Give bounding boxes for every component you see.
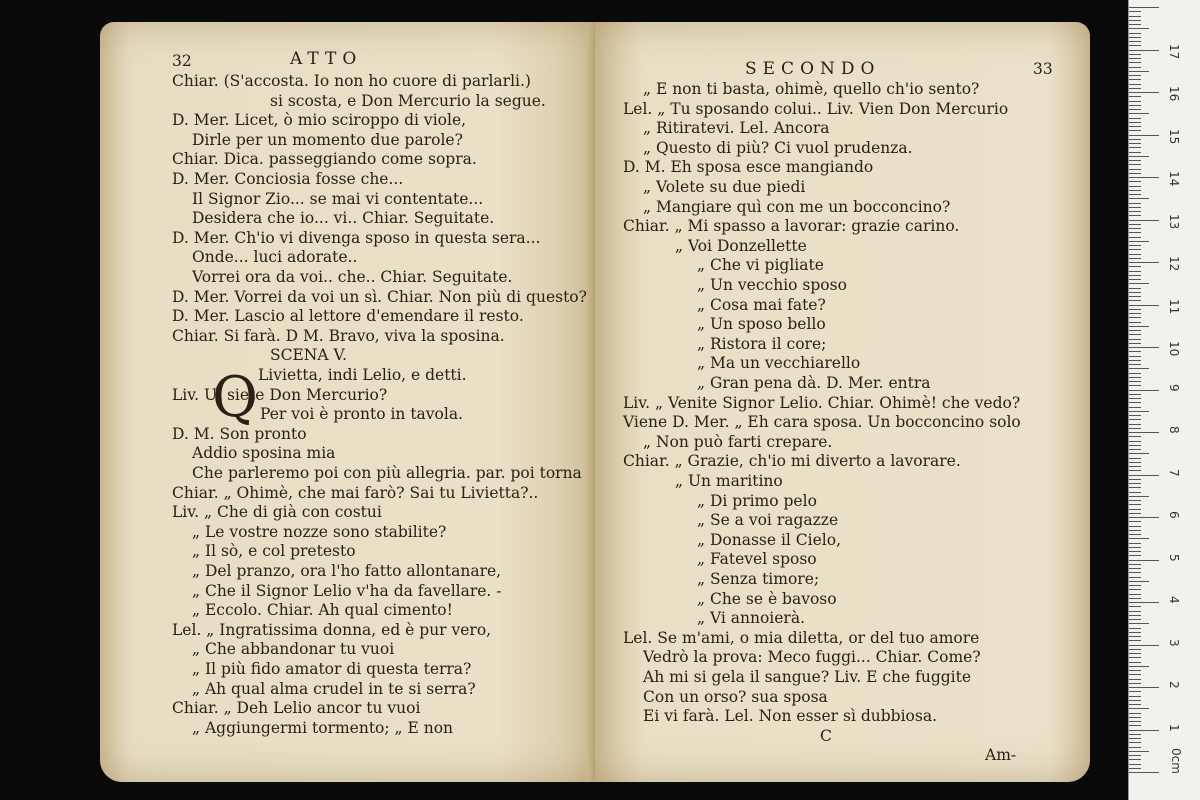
ruler-tick — [1129, 88, 1141, 89]
right-text-line: „ Che vi pigliate — [697, 256, 824, 275]
ruler-tick — [1129, 717, 1141, 718]
ruler-tick — [1129, 211, 1141, 212]
ruler-tick — [1129, 653, 1141, 654]
ruler-tick — [1129, 657, 1141, 658]
ruler-tick — [1129, 534, 1141, 535]
ruler-tick — [1129, 173, 1141, 174]
left-text-line: Chiar. Si farà. D M. Bravo, viva la sposina. — [172, 326, 505, 345]
ruler-tick — [1129, 479, 1141, 480]
ruler-tick — [1129, 334, 1141, 335]
left-text-line: si scosta, e Don Mercurio la segue. — [270, 91, 546, 110]
ruler-tick — [1129, 105, 1141, 106]
left-text-line: Chiar. „ Ohimè, che mai farò? Sai tu Livietta?.. — [172, 483, 539, 502]
left-text-line: Chiar. (S'accosta. Io non ho cuore di parlarli.) — [172, 72, 531, 90]
ruler-tick — [1129, 560, 1159, 561]
ruler-tick — [1129, 283, 1149, 284]
left-text-line: Il Signor Zio... se mai vi contentate... — [192, 189, 484, 208]
ruler-tick — [1129, 41, 1141, 42]
left-text-line: Liv. „ Che di già con costui — [172, 503, 382, 522]
ruler-tick — [1129, 351, 1141, 352]
left-text-line: Desidera che io... vi.. Chiar. Seguitate. — [192, 209, 495, 228]
ruler-tick — [1129, 509, 1141, 510]
right-text-line: „ Ritiratevi. Lel. Ancora — [643, 119, 830, 138]
ruler-tick — [1129, 572, 1141, 573]
ruler-tick — [1129, 466, 1141, 467]
ruler-tick — [1129, 768, 1141, 769]
ruler-tick — [1129, 207, 1141, 208]
ruler-tick — [1129, 398, 1141, 399]
ruler-tick — [1129, 623, 1149, 624]
right-text-line: „ Cosa mai fate? — [697, 295, 826, 314]
ruler-tick — [1129, 428, 1141, 429]
left-text-line: Liv. Uì siete Don Mercurio? — [172, 385, 388, 404]
left-text-line: D. Mer. Vorrei da voi un sì. Chiar. Non più di questo? — [172, 287, 587, 306]
right-text-line: „ Vi annoierà. — [697, 609, 806, 628]
ruler-tick — [1129, 203, 1141, 204]
ruler-tick — [1129, 734, 1141, 735]
ruler-tick — [1129, 555, 1141, 556]
ruler-tick — [1129, 487, 1141, 488]
right-running-header: SECONDO — [745, 59, 881, 79]
ruler-tick — [1129, 190, 1141, 191]
right-page-number: 33 — [1033, 60, 1053, 78]
left-text-line: Onde... luci adorate.. — [192, 248, 358, 267]
ruler-tick — [1129, 526, 1141, 527]
right-text-line: D. M. Eh sposa esce mangiando — [623, 158, 874, 177]
ruler-tick — [1129, 628, 1141, 629]
right-text-line: „ Un vecchio sposo — [697, 276, 847, 294]
ruler-tick — [1129, 309, 1141, 310]
ruler-tick — [1129, 615, 1141, 616]
ruler-label: 7 — [1167, 468, 1181, 477]
ruler-tick — [1129, 169, 1141, 170]
ruler-tick — [1129, 441, 1141, 442]
left-text-line: „ Aggiungermi tormento; „ E non — [192, 718, 454, 737]
ruler-tick — [1129, 764, 1141, 765]
ruler-tick — [1129, 662, 1141, 663]
right-text-line: „ Che se è bavoso — [697, 589, 837, 608]
ruler-tick — [1129, 220, 1159, 221]
ruler-label: 8 — [1167, 426, 1181, 434]
ruler-tick — [1129, 305, 1159, 306]
ruler-tick — [1129, 696, 1141, 697]
ruler-tick — [1129, 390, 1159, 391]
ruler-tick — [1129, 24, 1141, 25]
ruler-tick — [1129, 407, 1141, 408]
right-text-line: Liv. „ Venite Signor Lelio. Chiar. Ohimè! che vedo? — [623, 393, 1021, 412]
ruler-tick — [1129, 147, 1141, 148]
ruler-tick — [1129, 194, 1141, 195]
ruler-tick — [1129, 122, 1141, 123]
ruler-tick — [1129, 700, 1141, 701]
ruler-label: 10 — [1167, 341, 1181, 357]
ruler-tick — [1129, 37, 1141, 38]
ruler-tick — [1129, 632, 1141, 633]
right-page — [595, 22, 1090, 782]
left-text-line: D. Mer. Lascio al lettore d'emendare il resto. — [172, 307, 524, 326]
right-text-line: Viene D. Mer. „ Eh cara sposa. Un bocconcino solo — [623, 413, 1021, 432]
ruler-tick — [1129, 330, 1141, 331]
ruler-tick — [1129, 683, 1141, 684]
right-text-line: „ Mangiare quì con me un bocconcino? — [643, 197, 951, 216]
left-text-line: Vorrei ora da voi.. che.. Chiar. Seguitate. — [192, 268, 513, 286]
ruler-tick — [1129, 449, 1141, 450]
ruler-tick — [1129, 594, 1141, 595]
ruler-tick — [1129, 521, 1141, 522]
left-text-line: Che parleremo poi con più allegria. par. poi torna — [192, 464, 582, 482]
ruler-tick — [1129, 645, 1159, 646]
ruler-tick — [1129, 54, 1141, 55]
ruler-tick — [1129, 725, 1141, 726]
ruler-tick — [1129, 67, 1141, 68]
ruler-tick — [1129, 504, 1141, 505]
ruler-tick — [1129, 139, 1141, 140]
ruler-unit: 0cm — [1169, 748, 1183, 774]
ruler-tick — [1129, 670, 1141, 671]
left-text-line: „ Ah qual alma crudel in te si serra? — [192, 679, 476, 698]
ruler-tick — [1129, 424, 1141, 425]
right-text-line: „ Donasse il Cielo, — [697, 530, 841, 549]
ruler-tick — [1129, 101, 1141, 102]
left-page — [100, 22, 595, 782]
ruler-tick — [1129, 458, 1141, 459]
ruler-tick — [1129, 84, 1141, 85]
right-text-line: „ Non può farti crepare. — [643, 432, 833, 451]
left-text-line: „ Le vostre nozze sono stabilite? — [192, 522, 447, 541]
ruler-tick — [1129, 198, 1149, 199]
ruler-tick — [1129, 585, 1141, 586]
ruler-tick — [1129, 364, 1141, 365]
ruler-tick — [1129, 343, 1141, 344]
ruler-label: 13 — [1167, 213, 1181, 229]
ruler-label: 1 — [1167, 723, 1181, 732]
ruler-tick — [1129, 577, 1141, 578]
ruler-tick — [1129, 271, 1141, 272]
ruler-tick — [1129, 568, 1141, 569]
ruler-tick — [1129, 249, 1141, 250]
ruler-tick — [1129, 691, 1141, 692]
ruler-tick — [1129, 713, 1141, 714]
right-text-line: Chiar. „ Mi spasso a lavorar: grazie carino. — [623, 217, 960, 236]
left-running-header: ATTO — [290, 49, 363, 69]
ruler-tick — [1129, 237, 1141, 238]
left-text-line: Dirle per un momento due parole? — [192, 130, 463, 149]
right-text-line: „ Senza timore; — [697, 570, 820, 588]
ruler-tick — [1129, 598, 1141, 599]
left-text-line: D. M. Son pronto — [172, 424, 307, 443]
ruler-tick — [1129, 241, 1149, 242]
ruler-tick — [1129, 109, 1141, 110]
ruler-tick — [1129, 496, 1149, 497]
ruler-tick — [1129, 721, 1141, 722]
ruler-tick — [1129, 186, 1141, 187]
ruler-tick — [1129, 649, 1141, 650]
left-text-line: „ Il più fido amator di questa terra? — [192, 660, 472, 678]
open-book — [100, 22, 1090, 790]
right-text-line: „ Se a voi ragazze — [697, 511, 839, 530]
ruler-tick — [1129, 356, 1141, 357]
ruler-tick — [1129, 679, 1141, 680]
right-text-line: „ Un maritino — [675, 472, 783, 490]
ruler-tick — [1129, 254, 1141, 255]
ruler-tick — [1129, 177, 1159, 178]
right-text-line: „ Ristora il core; — [697, 334, 827, 353]
left-text-line: „ Eccolo. Chiar. Ah qual cimento! — [192, 601, 453, 620]
right-text-line: Lel. Se m'ami, o mia diletta, or del tuo amore — [623, 628, 980, 647]
left-text-line: „ Che il Signor Lelio v'ha da favellare. - — [192, 581, 502, 600]
ruler-tick — [1129, 611, 1141, 612]
ruler-label: 6 — [1167, 511, 1181, 519]
right-text-line: „ Volete su due piedi — [643, 178, 806, 196]
ruler-tick — [1129, 415, 1141, 416]
ruler-tick — [1129, 296, 1141, 297]
ruler-tick — [1129, 118, 1141, 119]
right-text-line: „ Ma un vecchiarello — [697, 354, 861, 373]
ruler-tick — [1129, 300, 1141, 301]
ruler-tick — [1129, 730, 1159, 731]
ruler-label: 14 — [1167, 171, 1181, 187]
left-text-line: SCENA V. — [270, 346, 347, 365]
right-text-line: Vedrò la prova: Meco fuggi... Chiar. Come? — [643, 648, 981, 667]
ruler-tick — [1129, 113, 1149, 114]
ruler-label: 17 — [1167, 43, 1181, 59]
ruler-tick — [1129, 445, 1141, 446]
ruler-tick — [1129, 602, 1159, 603]
ruler-tick — [1129, 160, 1141, 161]
ruler-tick — [1129, 530, 1141, 531]
ruler-tick — [1129, 322, 1141, 323]
ruler-tick — [1129, 368, 1149, 369]
left-text-line: Chiar. Dica. passeggiando come sopra. — [172, 150, 477, 169]
ruler-tick — [1129, 266, 1141, 267]
ruler-tick — [1129, 156, 1149, 157]
ruler-tick — [1129, 759, 1141, 760]
ruler-tick — [1129, 419, 1141, 420]
right-text-line: Con un orso? sua sposa — [643, 687, 828, 706]
left-text-line: „ Il sò, e col pretesto — [192, 542, 356, 561]
ruler-tick — [1129, 313, 1141, 314]
left-text-line: „ Del pranzo, ora l'ho fatto allontanare, — [192, 562, 502, 580]
left-text-line: D. Mer. Licet, ò mio sciroppo di viole, — [172, 111, 467, 130]
ruler-tick — [1129, 275, 1141, 276]
ruler-tick — [1129, 394, 1141, 395]
ruler-tick — [1129, 755, 1141, 756]
ruler-tick — [1129, 619, 1141, 620]
ruler-tick — [1129, 232, 1141, 233]
ruler-tick — [1129, 436, 1141, 437]
ruler-tick — [1129, 7, 1159, 8]
left-text-line: Livietta, indi Lelio, e detti. — [258, 366, 467, 384]
ruler-tick — [1129, 58, 1141, 59]
ruler-tick — [1129, 742, 1141, 743]
measuring-ruler — [1128, 0, 1200, 800]
ruler-tick — [1129, 411, 1149, 412]
ruler-label: 15 — [1167, 128, 1181, 144]
ruler-tick — [1129, 747, 1141, 748]
ruler-tick — [1129, 475, 1159, 476]
ruler-tick — [1129, 772, 1159, 773]
ruler-tick — [1129, 45, 1141, 46]
ruler-tick — [1129, 224, 1141, 225]
ruler-label: 5 — [1167, 553, 1181, 562]
ruler-tick — [1129, 738, 1141, 739]
ruler-tick — [1129, 96, 1141, 97]
drop-cap: Q — [212, 365, 258, 430]
ruler-tick — [1129, 215, 1141, 216]
ruler-tick — [1129, 564, 1141, 565]
ruler-tick — [1129, 377, 1141, 378]
ruler-tick — [1129, 551, 1141, 552]
ruler-tick — [1129, 492, 1141, 493]
ruler-label: 4 — [1167, 596, 1181, 604]
ruler-tick — [1129, 135, 1159, 136]
ruler-tick — [1129, 181, 1141, 182]
ruler-label: 16 — [1167, 86, 1181, 102]
ruler-tick — [1129, 245, 1141, 246]
ruler-tick — [1129, 360, 1141, 361]
right-text-line: „ Questo di più? Ci vuol prudenza. — [643, 138, 913, 157]
left-text-line: Chiar. „ Deh Lelio ancor tu vuoi — [172, 699, 421, 718]
ruler-tick — [1129, 640, 1141, 641]
ruler-tick — [1129, 92, 1159, 93]
right-text-line: Lel. „ Tu sposando colui.. Liv. Vien Don Mercurio — [623, 99, 1009, 118]
ruler-tick — [1129, 381, 1141, 382]
ruler-tick — [1129, 674, 1141, 675]
ruler-tick — [1129, 130, 1141, 131]
ruler-label: 2 — [1167, 681, 1181, 689]
right-text-line: „ Fatevel sposo — [697, 550, 817, 569]
left-text-line: Per voi è pronto in tavola. — [260, 405, 463, 424]
ruler-tick — [1129, 666, 1149, 667]
ruler-tick — [1129, 288, 1141, 289]
ruler-label: 3 — [1167, 638, 1181, 647]
ruler-tick — [1129, 347, 1159, 348]
ruler-tick — [1129, 33, 1141, 34]
ruler-tick — [1129, 402, 1141, 403]
right-text-line: „ Gran pena dà. D. Mer. entra — [697, 374, 931, 392]
ruler-tick — [1129, 453, 1149, 454]
ruler-tick — [1129, 20, 1141, 21]
ruler-tick — [1129, 704, 1141, 705]
ruler-tick — [1129, 581, 1149, 582]
ruler-label: 9 — [1167, 383, 1181, 392]
ruler-label: 12 — [1167, 256, 1181, 272]
left-text-line: D. Mer. Conciosia fosse che... — [172, 170, 404, 188]
ruler-tick — [1129, 606, 1141, 607]
ruler-tick — [1129, 687, 1159, 688]
right-text-line: Chiar. „ Grazie, ch'io mi diverto a lavorare. — [623, 452, 961, 471]
right-text-line: „ Un sposo bello — [697, 315, 826, 334]
left-text-line: „ Che abbandonar tu vuoi — [192, 640, 395, 659]
ruler-tick — [1129, 143, 1141, 144]
left-page-number: 32 — [172, 52, 192, 70]
ruler-tick — [1129, 462, 1141, 463]
ruler-tick — [1129, 543, 1141, 544]
ruler-tick — [1129, 385, 1141, 386]
ruler-tick — [1129, 292, 1141, 293]
ruler-tick — [1129, 75, 1141, 76]
ruler-tick — [1129, 500, 1141, 501]
right-text-line: Ah mi si gela il sangue? Liv. E che fuggite — [643, 668, 972, 686]
left-text-line: Addio sposina mia — [192, 444, 336, 463]
right-text-line: „ Voi Donzellette — [675, 236, 807, 255]
ruler-tick — [1129, 62, 1141, 63]
ruler-tick — [1129, 164, 1141, 165]
ruler-tick — [1129, 79, 1141, 80]
ruler-tick — [1129, 152, 1141, 153]
left-text-line: Lel. „ Ingratissima donna, ed è pur vero, — [172, 620, 492, 639]
right-text-line: „ Di primo pelo — [697, 491, 817, 510]
ruler-tick — [1129, 589, 1141, 590]
ruler-tick — [1129, 339, 1141, 340]
right-text-line: Ei vi farà. Lel. Non esser sì dubbiosa. — [643, 707, 937, 726]
ruler-tick — [1129, 279, 1141, 280]
ruler-tick — [1129, 258, 1141, 259]
ruler-tick — [1129, 228, 1141, 229]
ruler-tick — [1129, 262, 1159, 263]
ruler-tick — [1129, 28, 1149, 29]
ruler-tick — [1129, 483, 1141, 484]
ruler-tick — [1129, 71, 1149, 72]
ruler-tick — [1129, 16, 1141, 17]
ruler-tick — [1129, 50, 1159, 51]
ruler-tick — [1129, 513, 1141, 514]
ruler-tick — [1129, 126, 1141, 127]
ruler-label: 11 — [1167, 298, 1181, 314]
ruler-tick — [1129, 636, 1141, 637]
ruler-tick — [1129, 317, 1141, 318]
ruler-tick — [1129, 432, 1159, 433]
ruler-tick — [1129, 11, 1141, 12]
ruler-tick — [1129, 517, 1159, 518]
right-text-line: Am- — [985, 746, 1017, 765]
ruler-tick — [1129, 538, 1149, 539]
ruler-tick — [1129, 547, 1141, 548]
ruler-tick — [1129, 708, 1149, 709]
left-text-line: D. Mer. Ch'io vi divenga sposo in questa sera... — [172, 228, 541, 247]
ruler-tick — [1129, 373, 1141, 374]
ruler-tick — [1129, 326, 1149, 327]
right-text-line: „ E non ti basta, ohimè, quello ch'io sento? — [643, 80, 980, 98]
right-text-line: C — [820, 726, 832, 745]
ruler-tick — [1129, 470, 1141, 471]
ruler-tick — [1129, 751, 1149, 752]
